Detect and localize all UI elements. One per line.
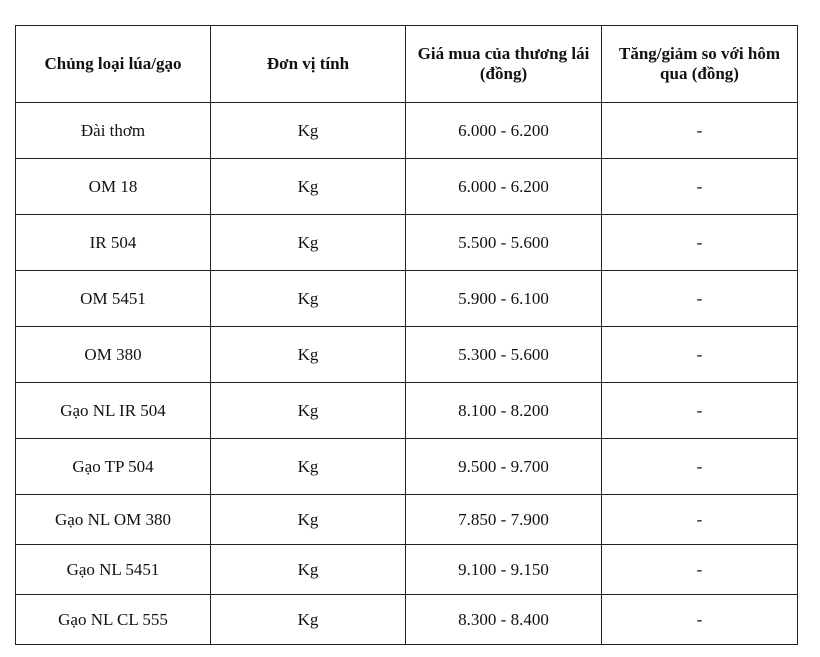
cell-unit: Kg <box>211 215 406 271</box>
cell-change: - <box>602 383 798 439</box>
cell-price: 6.000 - 6.200 <box>406 103 602 159</box>
cell-unit: Kg <box>211 595 406 645</box>
header-trader-price: Giá mua của thương lái (đồng) <box>406 26 602 103</box>
cell-change: - <box>602 495 798 545</box>
table-row <box>16 103 798 159</box>
rice-price-table <box>15 25 798 645</box>
cell-rice-type: Gạo NL CL 555 <box>16 595 211 645</box>
cell-rice-type: Đài thơm <box>16 103 211 159</box>
table-row <box>16 495 798 545</box>
cell-unit: Kg <box>211 545 406 595</box>
cell-change: - <box>602 327 798 383</box>
table-row <box>16 327 798 383</box>
table-row <box>16 271 798 327</box>
cell-rice-type: Gạo NL OM 380 <box>16 495 211 545</box>
cell-rice-type: IR 504 <box>16 215 211 271</box>
cell-price: 9.500 - 9.700 <box>406 439 602 495</box>
header-change: Tăng/giảm so với hôm qua (đồng) <box>602 26 798 103</box>
cell-change: - <box>602 103 798 159</box>
cell-unit: Kg <box>211 439 406 495</box>
cell-unit: Kg <box>211 271 406 327</box>
header-unit: Đơn vị tính <box>211 26 406 103</box>
cell-price: 9.100 - 9.150 <box>406 545 602 595</box>
cell-change: - <box>602 545 798 595</box>
cell-price: 7.850 - 7.900 <box>406 495 602 545</box>
cell-change: - <box>602 159 798 215</box>
cell-rice-type: OM 18 <box>16 159 211 215</box>
table-row <box>16 545 798 595</box>
cell-price: 5.500 - 5.600 <box>406 215 602 271</box>
cell-change: - <box>602 595 798 645</box>
cell-change: - <box>602 439 798 495</box>
table-row <box>16 595 798 645</box>
table-row <box>16 215 798 271</box>
cell-rice-type: Gạo NL 5451 <box>16 545 211 595</box>
table-row <box>16 159 798 215</box>
cell-unit: Kg <box>211 495 406 545</box>
cell-change: - <box>602 271 798 327</box>
cell-price: 8.300 - 8.400 <box>406 595 602 645</box>
cell-unit: Kg <box>211 383 406 439</box>
cell-price: 5.900 - 6.100 <box>406 271 602 327</box>
cell-unit: Kg <box>211 103 406 159</box>
cell-unit: Kg <box>211 327 406 383</box>
table-header-row <box>16 26 798 103</box>
cell-price: 5.300 - 5.600 <box>406 327 602 383</box>
table-row <box>16 383 798 439</box>
cell-rice-type: Gạo NL IR 504 <box>16 383 211 439</box>
cell-price: 8.100 - 8.200 <box>406 383 602 439</box>
cell-unit: Kg <box>211 159 406 215</box>
cell-rice-type: OM 5451 <box>16 271 211 327</box>
cell-rice-type: OM 380 <box>16 327 211 383</box>
header-rice-type: Chủng loại lúa/gạo <box>16 26 211 103</box>
table-row <box>16 439 798 495</box>
cell-change: - <box>602 215 798 271</box>
cell-price: 6.000 - 6.200 <box>406 159 602 215</box>
cell-rice-type: Gạo TP 504 <box>16 439 211 495</box>
